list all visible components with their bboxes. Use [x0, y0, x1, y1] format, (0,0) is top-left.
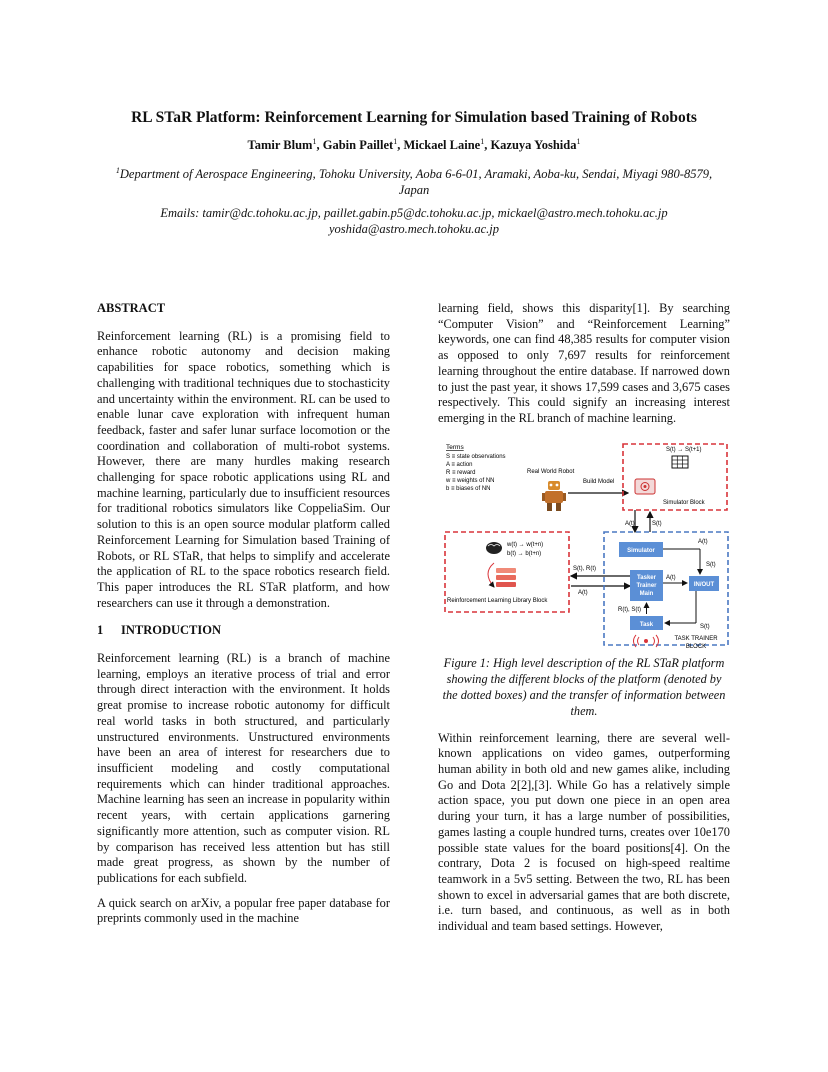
weights-update-label: w(t) → w(t+n): [507, 541, 544, 548]
trainer-label: Trainer: [636, 582, 657, 589]
figure-caption: Figure 1: High level description of the RL STaR platform showing the different blocks of the platform (denoted by the dotted boxes) and the transfer of information between them.: [442, 655, 726, 718]
term-item: R ≡ reward: [446, 469, 476, 476]
in-out-label: IN/OUT: [693, 581, 715, 588]
brain-icon: [486, 542, 502, 554]
action-label: A(t): [578, 589, 588, 596]
signal-icon: [634, 635, 659, 647]
intro-paragraph-2-end: learning field, shows this disparity[1]. By searching “Computer Vision” and “Reinforcement Learning” keywords, one can find 48,385 results for computer vision as opposed to only 7,697 results for reinforcement learning throughout the entire database. If narrowed down to just the past year, it shows 17,599 cases and 3,675 cases respectively. This could signify an increasing interest emerging in the RL branch of machine learning.: [438, 301, 730, 425]
real-world-robot-label: Real World Robot: [527, 468, 575, 475]
stack-icon: [496, 568, 516, 587]
author: Mickael Laine$^1$,: [403, 137, 491, 153]
simulator-box-label: Simulator: [627, 547, 655, 554]
emails-line-2: yoshida@astro.mech.tohoku.ac.jp: [328, 222, 500, 236]
author: Kazuya Yoshida$^1$: [490, 137, 581, 153]
intro-paragraph-1: Reinforcement learning (RL) is a branch of machine learning, employs an iterative process of trial and error through direct interaction with the environment. It holds great promise to increase robotic autonomy for difficult real world tasks in both structured, and particularly unstructured environments. Unstructured environments have been an area of interest for researchers due to insufficient modeling and costly computational requirements which can hinder traditional approaches. Machine learning has seen an increase in popularity within recent years, with certain applications garnering significantly more attention, such as computer vision. RL by comparison has received less attention but has still made great progress, as shown by the number of publications for each subfield.: [97, 651, 390, 885]
author: Tamir Blum$^1$,: [247, 137, 323, 153]
term-item: S ≡ state observations: [446, 453, 506, 460]
state-transition-label: S(t) → S(t+1): [666, 446, 702, 453]
intro-heading: 1 INTRODUCTION: [97, 623, 222, 638]
state-reward-label: S(t), R(t): [573, 565, 596, 572]
system-diagram: [438, 439, 730, 655]
term-item: b ≡ biases of NN: [446, 485, 491, 492]
figure-1: [438, 439, 730, 655]
task-trainer-block-label: TASK TRAINER: [674, 635, 718, 642]
action-label: A(t): [625, 520, 635, 527]
action-label: A(t): [666, 574, 676, 581]
bias-update-label: b(t) → b(t+n): [507, 550, 542, 557]
build-model-label: Build Model: [583, 478, 615, 485]
emails-line-1: Emails: tamir@dc.tohoku.ac.jp, paillet.gabin.p5@dc.tohoku.ac.jp, mickael@astro.mech.tohoku.ac.jp: [160, 206, 668, 220]
robot-icon: [542, 481, 566, 511]
right-column: [438, 301, 730, 935]
paper-title: RL STaR Platform: Reinforcement Learning for Simulation based Training of Robots: [131, 109, 697, 126]
task-trainer-block-label-2: BLOCK: [685, 643, 707, 650]
intro-paragraph-2-start: A quick search on arXiv, a popular free paper database for preprints commonly used in the machine: [97, 895, 390, 926]
state-label: S(t): [700, 623, 710, 630]
affiliation: $^1$Department of Aerospace Engineering, Tohoku University, Aoba 6-6-01, Aramaki, Aoba-ku, Sendai, Miyagi 980-8579, Japan: [115, 166, 713, 198]
state-label: S(t): [652, 520, 662, 527]
intro-paragraph-3: Within reinforcement learning, there are several well-known applications on video games, outperforming human ability in both old and new games alike, including Go and Dota 2[2],[3]. While Go has a relatively simple action space, you put down one piece in an open area during your turn, it has a large number of possibilities, games lasting a couple hundred turns, creates over 10e170 possible state values for the board positions[4]. On the contrary, Dota 2 is focused on high-speed realtime teamwork in a 5v5 setting. Between the two, RL has been shown to excel in adversarial games that are both discrete, i.e. turn based, and continuous, as well as in both individual and team based settings. However,: [438, 730, 730, 934]
simulator-block-label: Simulator Block: [663, 499, 705, 506]
simulator-icon: [635, 479, 655, 494]
action-label: A(t): [698, 538, 708, 545]
rl-library-block-label: Reinforcement Learning Library Block: [447, 597, 548, 604]
reward-state-label: R(t), S(t): [618, 606, 641, 613]
terms-title: Terms: [446, 443, 464, 451]
left-column: [97, 301, 390, 927]
author: Gabin Paillet$^1$,: [322, 137, 404, 153]
state-label: S(t): [706, 561, 716, 568]
author-list: [0, 137, 828, 153]
grid-icon: [672, 456, 688, 468]
abstract-heading: ABSTRACT: [97, 301, 166, 315]
main-label: Main: [639, 590, 654, 597]
emails: [100, 205, 728, 237]
task-label: Task: [639, 621, 654, 628]
term-item: w ≡ weights of NN: [446, 477, 495, 484]
tasker-label: Tasker: [637, 574, 656, 581]
term-item: A ≡ action: [446, 461, 473, 468]
abstract-text: Reinforcement learning (RL) is a promising field to enhance robotic autonomy and decision making capabilities for space robotics, something which is challenging with traditional techniques due to stochasticity and uncertainty within the environment. RL can be used to enable lunar cave exploration with infrequent human feedback, faster and safer lunar surface locomotion or the coordination and collaboration of multi-robot systems. However, there are many hurdles making research challenging for space robotic applications using RL and machine learning, particularly due to insufficient resources for traditional robotics simulators like CoppeliaSim. Our solution to this is an open source modular platform called Reinforcement Learning for Simulation based Training of Robots, or RL STaR, that helps to simplify and accelerate the application of RL to the space robotics research field. This paper introduces the RL STaR platform, and how researchers can use it through a demonstration.: [97, 328, 390, 610]
